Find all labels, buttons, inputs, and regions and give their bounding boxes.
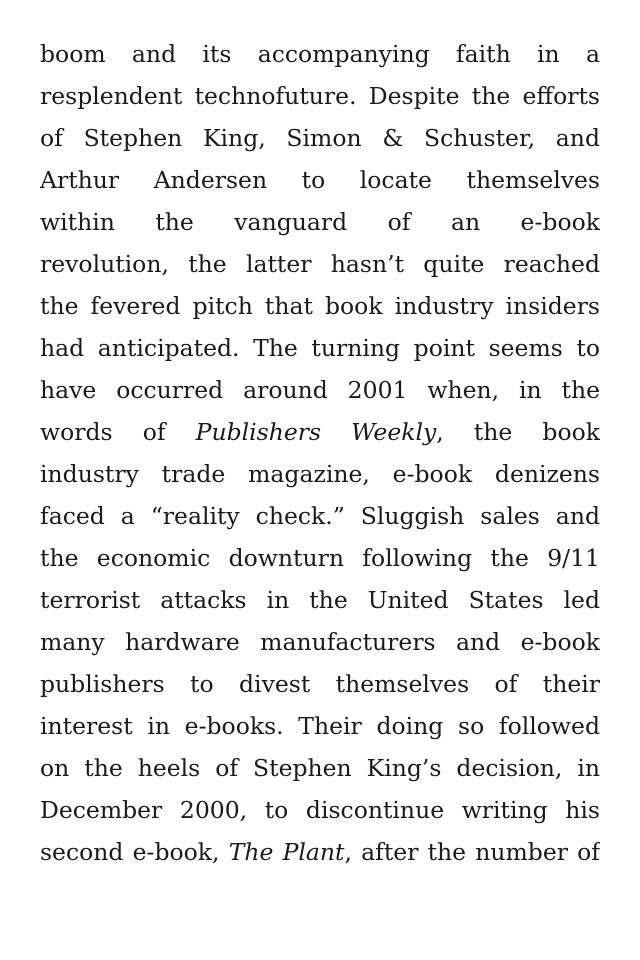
text-segment: boom and its accompanying faith in a [40,40,600,68]
text-line [40,789,600,831]
text-segment: on the heels of Stephen King’s decision, in [40,754,600,782]
text-line [40,117,600,159]
text-segment: the fevered pitch that book industry insiders [40,292,600,320]
text-line [40,663,600,705]
text-segment: have occurred around 2001 when, in the [40,376,600,404]
text-line [40,327,600,369]
italic-title: Publishers Weekly [195,418,437,446]
text-line [40,537,600,579]
text-segment: the economic downturn following the 9/11 [40,544,600,572]
text-line [40,75,600,117]
text-segment: revolution, the latter hasn’t quite reached [40,250,600,278]
text-segment: publishers to divest themselves of their [40,670,600,698]
text-segment: faced a “reality check.” Sluggish sales and [40,502,600,530]
italic-title: The Plant [228,838,345,866]
text-segment: Arthur Andersen to locate themselves [40,166,600,194]
text-line [40,411,600,453]
text-line [40,831,600,873]
text-line [40,201,600,243]
body-paragraph [40,33,600,873]
text-segment: , the book [436,418,600,446]
text-segment: had anticipated. The turning point seems to [40,334,600,362]
text-segment: industry trade magazine, e-book denizens [40,460,600,488]
text-line [40,453,600,495]
text-line [40,369,600,411]
text-segment: words of [40,418,196,446]
text-line [40,747,600,789]
text-line [40,285,600,327]
text-segment: of Stephen King, Simon & Schuster, and [40,124,600,152]
text-segment: interest in e-books. Their doing so followed [40,712,600,740]
text-line [40,705,600,747]
text-segment: within the vanguard of an e-book [40,208,600,236]
text-segment: , after the number of [344,838,600,866]
text-line [40,495,600,537]
text-line [40,33,600,75]
text-segment: terrorist attacks in the United States led [40,586,600,614]
text-segment: many hardware manufacturers and e-book [40,628,600,656]
text-segment: resplendent technofuture. Despite the efforts [40,82,600,110]
text-line [40,243,600,285]
text-line [40,579,600,621]
text-segment: second e-book, [40,838,229,866]
reader-page [40,33,600,913]
text-line [40,159,600,201]
text-segment: December 2000, to discontinue writing his [40,796,600,824]
text-line [40,621,600,663]
